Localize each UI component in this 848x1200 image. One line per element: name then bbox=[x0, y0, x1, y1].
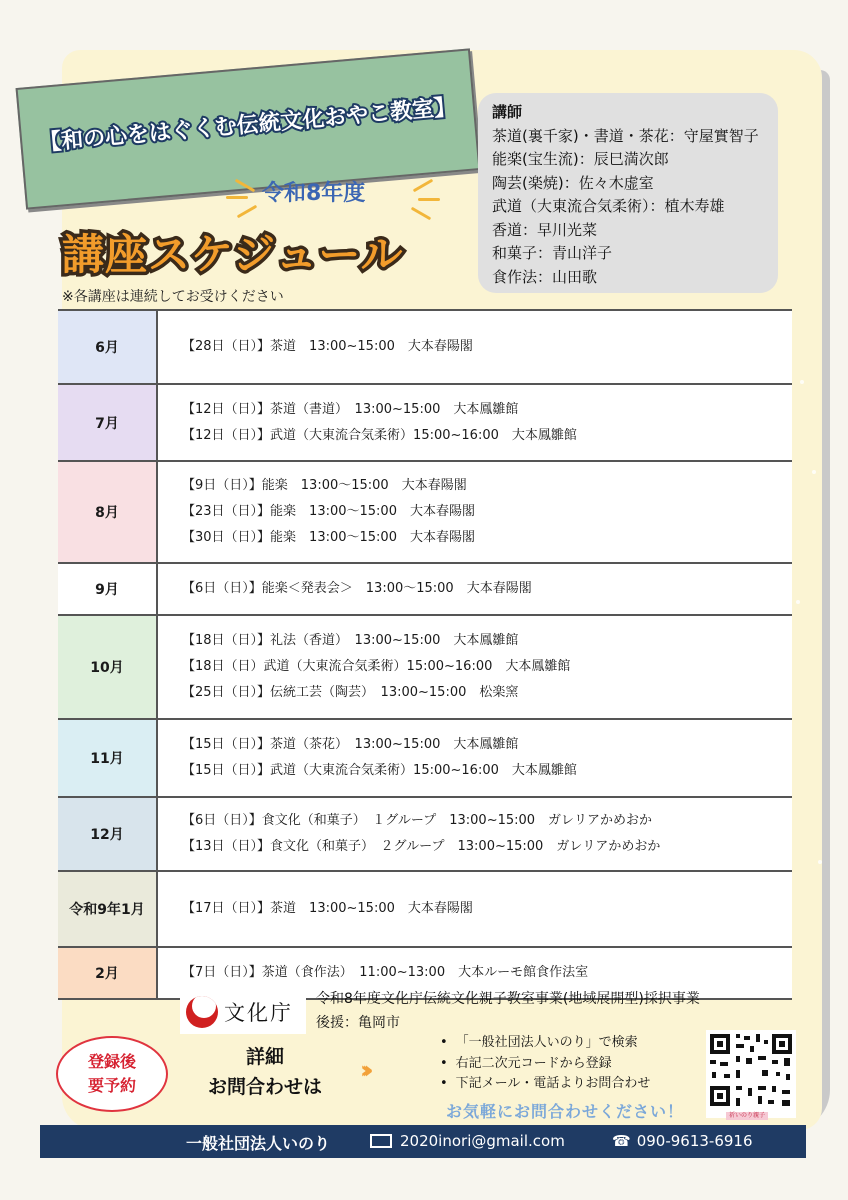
envelope-icon bbox=[370, 1134, 392, 1148]
accent-ray bbox=[418, 198, 440, 201]
schedule-row bbox=[58, 870, 792, 948]
instructor-line: 茶道(裏千家)・書道・茶花：守屋實智子 bbox=[492, 126, 759, 145]
organization-name: 一般社団法人いのり bbox=[186, 1134, 331, 1153]
event-item: 【15日（日）】武道（大東流合気柔術）15:00~16:00 大本鳳雛館 bbox=[182, 763, 577, 778]
event-item: 【17日（日）】茶道 13:00~15:00 大本春陽閣 bbox=[182, 901, 473, 916]
event-item: 【18日（日）武道（大東流合気柔術）15:00~16:00 大本鳳雛館 bbox=[182, 659, 571, 674]
event-list bbox=[158, 798, 792, 870]
schedule-row bbox=[58, 718, 792, 798]
schedule-row bbox=[58, 562, 792, 616]
schedule-row bbox=[58, 309, 792, 385]
instructor-line: 武道（大東流合気柔術）：植木寿雄 bbox=[492, 197, 725, 215]
email-address: 2020inori@gmail.com bbox=[400, 1132, 565, 1150]
event-list bbox=[158, 462, 792, 562]
phone-icon: ☎ bbox=[612, 1132, 631, 1150]
attendance-note: ※各講座は連続してお受けください bbox=[62, 289, 284, 305]
inquiry-method: • 右記二次元コードから登録 bbox=[440, 1054, 650, 1075]
project-info bbox=[316, 987, 700, 1035]
instructor-line: 能楽(宝生流)：辰巳満次郎 bbox=[492, 150, 669, 168]
event-list bbox=[158, 872, 792, 946]
event-item: 【12日（日）】茶道（書道） 13:00~15:00 大本鳳雛館 bbox=[182, 401, 519, 417]
schedule-title: 講座スケジュール bbox=[62, 230, 404, 279]
inquiry-method: • 下記メール・電話よりお問合わせ bbox=[440, 1074, 650, 1095]
event-list bbox=[158, 720, 792, 796]
instructor-line: 和菓子：青山洋子 bbox=[492, 244, 613, 262]
event-item: 【28日（日）】茶道 13:00~15:00 大本春陽閣 bbox=[182, 339, 473, 354]
month-cell: 8月 bbox=[58, 462, 158, 562]
event-item: 【15日（日）】茶道（茶花） 13:00~15:00 大本鳳雛館 bbox=[182, 737, 519, 752]
instructor-line: 食作法：山田歌 bbox=[492, 267, 598, 286]
event-item: 【25日（日）】伝統工芸（陶芸） 13:00~15:00 松楽窯 bbox=[182, 685, 519, 700]
speckle bbox=[812, 470, 816, 474]
event-item: 【23日（日）】能楽 13:00～15:00 大本春陽閣 bbox=[182, 504, 475, 519]
month-cell: 6月 bbox=[58, 311, 158, 383]
support-info: 後援：亀岡市 bbox=[316, 1015, 400, 1031]
event-item: 【7日（日）】茶道（食作法） 11:00~13:00 大本ルーモ館食作法室 bbox=[182, 965, 589, 980]
event-item: 【6日（日）】食文化（和菓子） １グループ 13:00~15:00 ガレリアかめおか bbox=[182, 813, 653, 828]
inquiry-heading-line: 詳細 bbox=[245, 1046, 284, 1068]
event-item: 【6日（日）】能楽＜発表会＞ 13:00～15:00 大本春陽閣 bbox=[182, 581, 532, 596]
inquiry-method: • 「一般社団法人いのり」で検索 bbox=[440, 1033, 650, 1054]
month-cell: 12月 bbox=[58, 798, 158, 870]
month-cell: 令和9年1月 bbox=[58, 872, 158, 946]
instructor-box bbox=[478, 93, 778, 293]
event-item: 【12日（日）】武道（大東流合気柔術）15:00~16:00 大本鳳雛館 bbox=[182, 427, 577, 443]
month-cell: 2月 bbox=[58, 948, 158, 998]
project-name: 令和8年度文化庁伝統文化親子教室事業(地域展開型)採択事業 bbox=[316, 991, 700, 1007]
month-cell: 10月 bbox=[58, 616, 158, 718]
agency-logo-text: 文化庁 bbox=[224, 1001, 293, 1025]
inquiry-heading bbox=[200, 1042, 330, 1102]
phone-contact[interactable] bbox=[612, 1132, 753, 1150]
inquiry-methods bbox=[440, 1033, 650, 1095]
accent-ray bbox=[226, 196, 248, 199]
registration-line: 登録後 bbox=[87, 1052, 136, 1071]
speckle bbox=[796, 600, 800, 604]
event-item: 【9日（日）】能楽 13:00～15:00 大本春陽閣 bbox=[182, 478, 467, 493]
invitation-text: お気軽にお問合わせください！ bbox=[446, 1102, 685, 1121]
agency-logo-mark-icon bbox=[186, 996, 218, 1028]
instructor-line: 香道：早川光菜 bbox=[492, 220, 598, 239]
qr-label: 祈いのり親子 bbox=[726, 1112, 768, 1120]
footer-bar bbox=[40, 1125, 806, 1158]
banner-title: 【和の心をはぐくむ伝統文化おやこ教室】 bbox=[38, 94, 457, 157]
event-item: 【30日（日）】能楽 13:00～15:00 大本春陽閣 bbox=[182, 530, 475, 545]
qr-code[interactable] bbox=[706, 1030, 796, 1118]
registration-line: 要予約 bbox=[87, 1076, 136, 1095]
month-cell: 7月 bbox=[58, 385, 158, 460]
registration-badge bbox=[56, 1036, 168, 1112]
phone-number: 090-9613-6916 bbox=[636, 1132, 753, 1150]
agency-logo bbox=[180, 990, 306, 1034]
event-list bbox=[158, 616, 792, 718]
month-cell: 9月 bbox=[58, 564, 158, 614]
speckle bbox=[818, 860, 822, 864]
chevron-right-icon: ››› bbox=[360, 1056, 366, 1084]
schedule-row bbox=[58, 460, 792, 564]
event-list bbox=[158, 564, 792, 614]
event-list bbox=[158, 311, 792, 383]
schedule-row bbox=[58, 383, 792, 462]
fiscal-year: 令和8年度 bbox=[262, 181, 366, 206]
speckle bbox=[800, 380, 804, 384]
schedule-row bbox=[58, 796, 792, 872]
month-cell: 11月 bbox=[58, 720, 158, 796]
inquiry-heading-line: お問合わせは bbox=[207, 1076, 322, 1098]
event-item: 【13日（日）】食文化（和菓子） ２グループ 13:00~15:00 ガレリアかめおか bbox=[182, 839, 661, 854]
schedule-row bbox=[58, 614, 792, 720]
email-contact[interactable] bbox=[370, 1132, 565, 1150]
qr-code-icon bbox=[706, 1030, 796, 1110]
instructor-line: 陶芸(楽焼)：佐々木虚室 bbox=[492, 173, 654, 192]
event-list bbox=[158, 385, 792, 460]
event-item: 【18日（日）】礼法（香道） 13:00~15:00 大本鳳雛館 bbox=[182, 633, 519, 648]
schedule-table bbox=[58, 309, 792, 998]
instructor-heading: 講師 bbox=[492, 103, 523, 121]
